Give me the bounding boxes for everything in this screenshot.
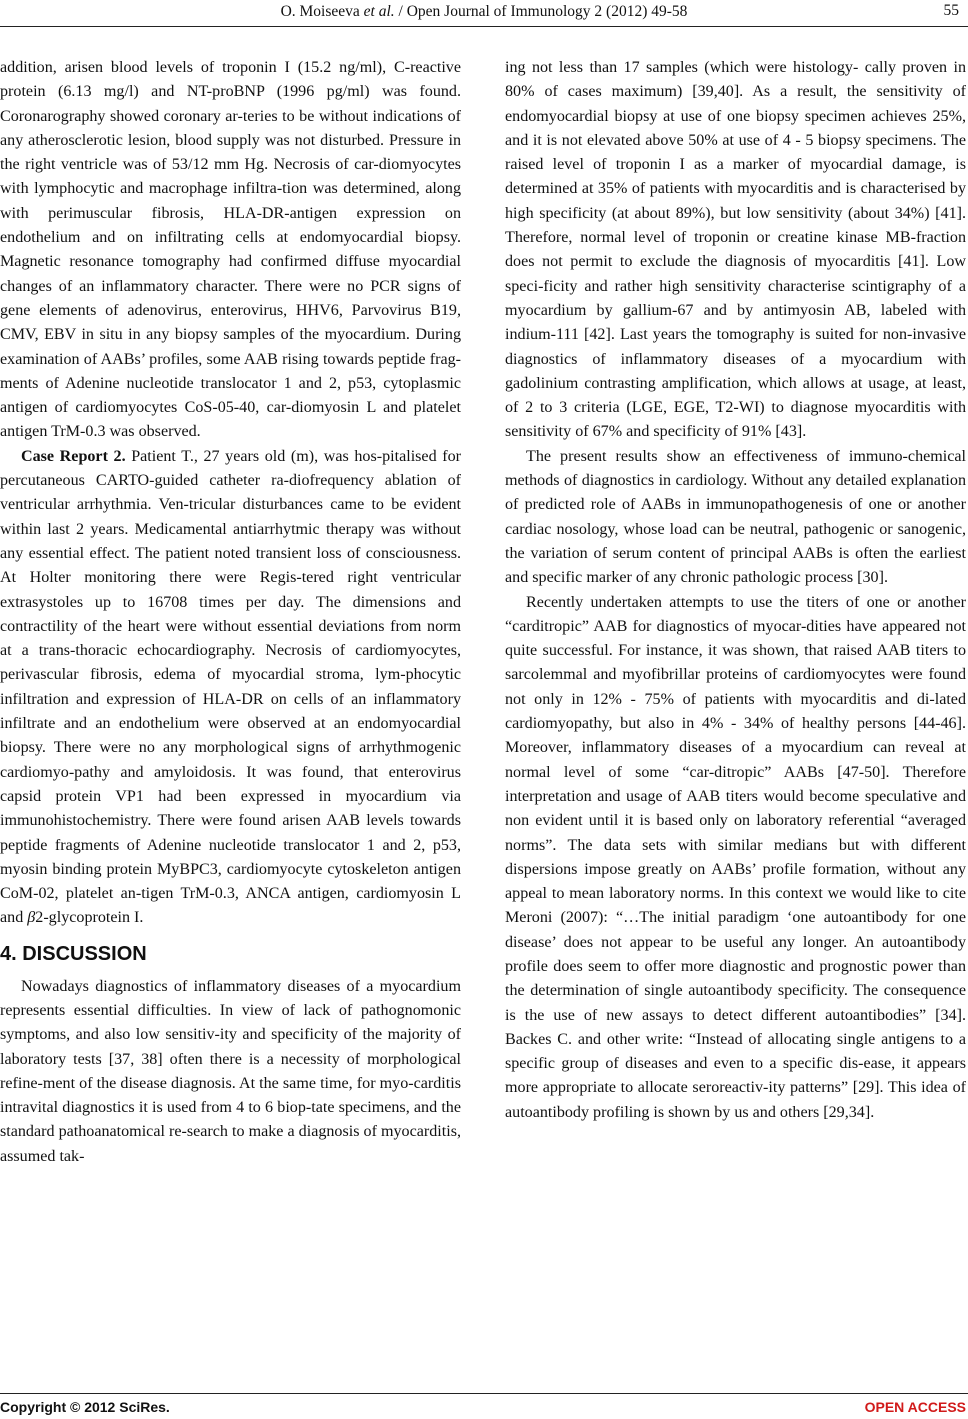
copyright-notice: Copyright © 2012 SciRes. [0, 1399, 170, 1415]
footer-divider [0, 1393, 968, 1394]
header-authors: O. Moiseeva [280, 3, 360, 20]
case-report-2-paragraph [0, 445, 461, 931]
header-divider [0, 26, 968, 27]
case-report-2-end: 2-glycoprotein I. [35, 909, 144, 927]
case-report-1-continuation: addition, arisen blood levels of troponin I (15.2 ng/ml), C-reactive protein (6.13 mg/l) and NT-proBNP (1996 pg/ml) was found. Coronarography showed coronary ar-teries to be without indications of any atherosclerotic lesion, blood supply was not disturbed. Pressure in the right ventricle was of 53/12 mm Hg. Necrosis of car-diomyocytes with lymphocytic and macrophage infiltra-tion was determined, along with perimuscular fibrosis, HLA-DR-antigen expression on endothelium and on infiltrating cells at endomyocardial biopsy. Magnetic resonance tomography had confirmed diffuse myocardial changes of an inflammatory character. There were no PCR signs of gene elements of adenovirus, enterovirus, HHV6, Parvovirus B19, CMV, EBV in situ in any biopsy samples of the myocardium. During examination of AABs’ profiles, some AAB rising towards peptide frag-ments of Adenine nucleotide translocator 1 and 2, p53, cytoplasmic antigen of cardiomyocytes CoS-05-40, car-diomyosin L and platelet antigen TrM-0.3 was observed. [0, 59, 461, 441]
page-number: 55 [943, 2, 959, 19]
open-access-label: OPEN ACCESS [864, 1399, 966, 1415]
right-column [505, 56, 966, 1125]
page-header [0, 0, 968, 28]
discussion-paragraph-1-continuation: ing not less than 17 samples (which were histology- cally proven in 80% of cases maximum) [39,40]. As a result, the sensitivity of endomyocardial biopsy at use of one biopsy specimen achieves 25%, and it is not elevated above 50% at use of 4 - 5 biopsy specimens. The raised level of troponin I as a marker of myocardial damage, is determined at 35% of patients with myocarditis and is characterised by high specificity (at about 89%), but low sensitivity (about 34%) [41]. Therefore, normal level of troponin or creatine kinase MB-fraction does not permit to exclude the diagnosis of myocarditis [41]. Low speci-ficity and rather high sensitivity characterise scintigraphy of a myocardium by gallium-67 and by antimyosin AB, labeled with indium-111 [42]. Last years the tomography is suited for non-invasive diagnostics of inflammatory diseases of a myocardium with gadolinium contrasting amplification, which allows at usage, at least, of 2 to 3 criteria (LGE, EGE, T2-WI) to diagnose myocarditis with sensitivity of 67% and specificity of 91% [43]. [505, 59, 966, 441]
header-journal-citation: / Open Journal of Immunology 2 (2012) 49-58 [398, 3, 688, 20]
discussion-paragraph-2: The present results show an effectiveness of immuno-chemical methods of diagnostics in cardiology. Without any detailed explanation of predicted role of AABs in immunopathogenesis of one or another cardiac nosology, whose load can be neutral, pathogenic or sanogenic, the variation of serum content of principal AABs is often the earliest and specific marker of any chronic pathologic process [30]. [505, 447, 966, 587]
discussion-paragraph-3: Recently undertaken attempts to use the titers of one or another “carditropic” AAB for diagnostics of myocar-dities have appeared not quite successful. For instance, it was shown, that raised AAB titers to sarcolemmal and myofibrillar proteins of cardiomyocytes were found not only in 12% - 75% of patients with myocarditis and di-lated cardiomyopathy, but also in 4% - 34% of healthy persons [44-46]. Moreover, inflammatory diseases of a myocardium can reveal at normal level of some “car-ditropic” AABs [47-50]. Therefore interpretation and usage of AAB titers would become speculative and non evident until it is based only on laboratory referential “averaged norms”. The data sets with similar medians but with different dispersions impose greatly on AABs’ profile formation, without any appeal to mean laboratory norms. In this context we would like to cite Meroni (2007): “…The initial paradigm ‘one autoantibody for one disease’ does not appear to be useful any longer. An autoantibody profile does seem to offer more diagnostic and prognostic power than the determination of single autoantibody specificity. The consequence is the use of new assays to detect different autoantibodies” [34]. Backes C. and other write: “Instead of allocating single antigens to a specific group of diseases and even to a specific dis-ease, it appears more appropriate to allocate seroreactiv-ity patterns” [29]. This idea of autoantibody profiling is shown by us and others [29,34]. [505, 593, 966, 1121]
left-column [0, 56, 461, 1169]
section-heading-discussion: 4. DISCUSSION [0, 942, 147, 965]
discussion-paragraph-1: Nowadays diagnostics of inflammatory diseases of a myocardium represents essential difficulties. In view of lack of pathognomonic symptoms, and also low sensitiv-ity and specificity of the majority of laboratory tests [37, 38] often there is a necessity of morphological refine-ment of the disease diagnosis. At the same time, for myo-carditis intravital diagnostics it is used from 4 to 6 biop-tate specimens, and the standard pathoanatomical re-search to make a diagnosis of myocarditis, assumed tak- [0, 977, 461, 1165]
running-header [0, 3, 968, 21]
header-et-al: et al. [363, 3, 395, 20]
page-footer [0, 1393, 968, 1419]
beta-symbol: β [27, 909, 36, 927]
case-report-2-body: Patient T., 27 years old (m), was hos-pitalised for percutaneous CARTO-guided catheter ra-diofrequency ablation of ventricular arrhythmia. Ven-tricular disturbances came to be evident within last 2 years. Medicamental antiarrhytmic therapy was without any essential effect. The patient noted transient loss of consciousness. At Holter monitoring there were Regis-tered right ventricular extrasystoles up to 16708 times per day. The dimensions and contractility of the heart were without essential deviations from norm at a trans-thoracic echocardiography. Necrosis of cardiomyocytes, perivascular fibrosis, edema of myocardial stroma, lym-phocytic infiltration and expression of HLA-DR on cells of an inflammatory infiltrate and an endothelium were observed at an endomyocardial biopsy. There were no any morphological signs of arrhythmogenic cardiomyo-pathy and amyloidosis. It was found, that enterovirus capsid protein VP1 had been expressed in myocardium via immunohistochemistry. There were found arisen AAB levels towards peptide fragments of Adenine nucleotide translocator 1 and 2, p53, myosin binding protein MyBPC3, cardiomyocyte cytoskeleton antigen CoM-02, platelet an-tigen TrM-0.3, ANCA antigen, cardiomyosin L and [0, 447, 461, 927]
case-report-2-label: Case Report 2. [21, 447, 126, 465]
